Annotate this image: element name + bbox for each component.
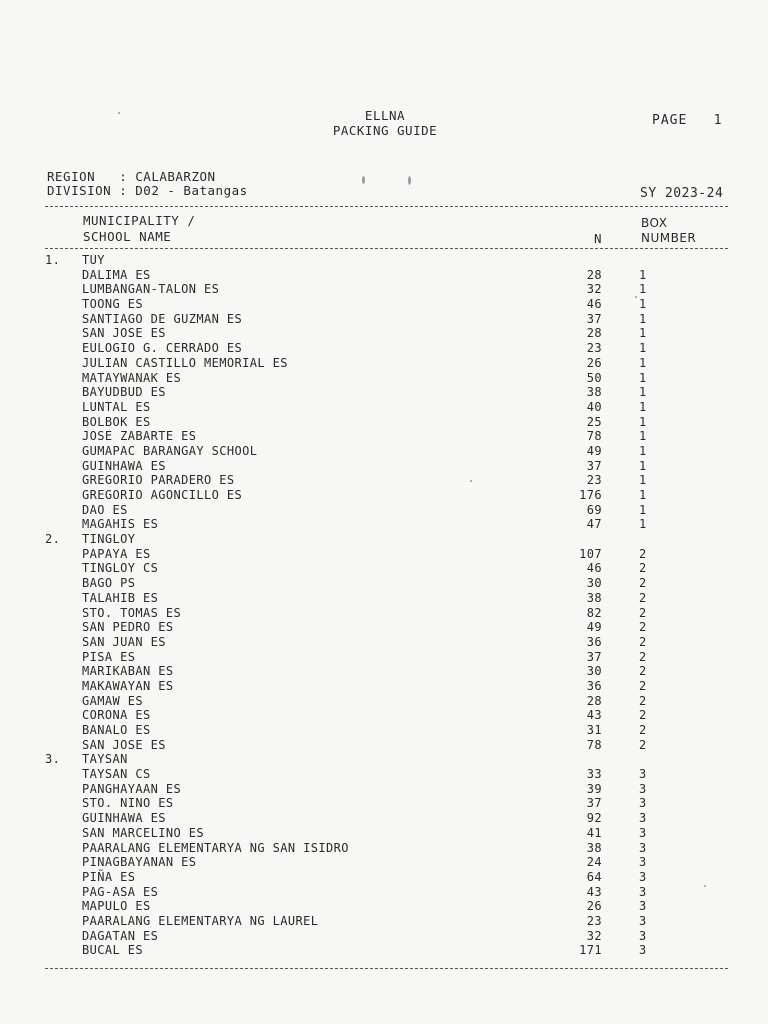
municipality-name: TUY — [82, 253, 105, 267]
box-number: 2 — [639, 576, 647, 591]
header-divider-bottom — [45, 248, 728, 249]
school-row — [0, 870, 768, 885]
school-row — [0, 400, 768, 415]
school-name: PAPAYA ES — [82, 546, 151, 561]
school-name: EULOGIO G. CERRADO ES — [82, 341, 243, 356]
school-row — [0, 547, 768, 562]
school-name: BANALO ES — [82, 723, 151, 737]
box-number: 2 — [639, 649, 647, 664]
box-number: 2 — [639, 737, 647, 752]
box-number: 1 — [639, 385, 647, 400]
box-number: 2 — [639, 546, 647, 561]
municipality-row — [0, 752, 768, 767]
school-row — [0, 826, 768, 841]
box-number: 3 — [639, 899, 647, 914]
school-count: 46 — [586, 297, 602, 312]
school-count: 171 — [579, 943, 602, 958]
municipality-name: TINGLOY — [82, 532, 136, 547]
box-number: 1 — [639, 488, 647, 502]
school-row — [0, 576, 768, 591]
municipality-number: 1. — [45, 253, 61, 267]
school-name: MAPULO ES — [82, 899, 151, 914]
box-number: 1 — [639, 311, 647, 326]
school-row — [0, 796, 768, 811]
school-row — [0, 635, 768, 650]
page-number: PAGE 1 — [652, 113, 723, 128]
school-name: SAN JOSE ES — [82, 737, 166, 752]
school-count: 107 — [579, 546, 602, 561]
school-name: MAGAHIS ES — [82, 517, 159, 532]
school-count: 50 — [586, 370, 602, 385]
school-count: 25 — [586, 414, 602, 429]
school-row — [0, 811, 768, 826]
school-count: 43 — [586, 708, 602, 723]
school-name: CORONA ES — [82, 708, 151, 723]
school-name: PAARALANG ELEMENTARYA NG SAN ISIDRO — [82, 840, 349, 855]
box-number: 2 — [639, 634, 647, 649]
school-count: 37 — [586, 458, 602, 473]
box-number: 3 — [639, 781, 647, 796]
school-count: 38 — [586, 840, 602, 855]
box-number: 3 — [639, 840, 647, 855]
school-name: BUCAL ES — [82, 943, 143, 958]
school-count: 40 — [586, 399, 602, 414]
school-row — [0, 297, 768, 312]
school-row — [0, 841, 768, 856]
box-number: 3 — [639, 869, 647, 884]
school-row — [0, 385, 768, 400]
column-header-box-number: NUMBER — [641, 231, 697, 245]
school-row — [0, 473, 768, 488]
school-row — [0, 488, 768, 503]
box-number: 1 — [639, 282, 647, 297]
school-name: TOONG ES — [82, 297, 143, 312]
school-count: 28 — [586, 693, 602, 708]
school-name: MAKAWAYAN ES — [82, 678, 174, 693]
school-count: 38 — [586, 385, 602, 400]
school-row — [0, 459, 768, 474]
column-header-box: BOX — [641, 216, 668, 230]
box-number: 2 — [639, 678, 647, 693]
school-count: 49 — [586, 620, 602, 635]
column-header-municipality: MUNICIPALITY / — [83, 213, 196, 228]
school-count: 92 — [586, 811, 602, 826]
school-count: 30 — [586, 576, 602, 591]
box-number: 3 — [639, 855, 647, 870]
school-name: LUMBANGAN-TALON ES — [82, 282, 220, 297]
school-row — [0, 855, 768, 870]
school-name: GREGORIO AGONCILLO ES — [82, 488, 243, 502]
school-row — [0, 738, 768, 753]
box-number: 2 — [639, 590, 647, 605]
box-number: 1 — [639, 297, 647, 312]
school-count: 78 — [586, 737, 602, 752]
box-number: 1 — [639, 473, 647, 488]
school-name: PIÑA ES — [82, 869, 136, 884]
school-row — [0, 943, 768, 958]
school-count: 26 — [586, 899, 602, 914]
school-name: DAO ES — [82, 502, 128, 517]
school-count: 30 — [586, 664, 602, 679]
school-count: 46 — [586, 561, 602, 576]
school-name: SAN MARCELINO ES — [82, 825, 204, 840]
school-name: BAGO PS — [82, 576, 136, 591]
box-number: 1 — [639, 458, 647, 473]
school-count: 47 — [586, 517, 602, 532]
school-row — [0, 885, 768, 900]
school-name: SAN PEDRO ES — [82, 620, 174, 635]
school-row — [0, 341, 768, 356]
school-name: TINGLOY CS — [82, 561, 159, 576]
box-number: 3 — [639, 796, 647, 811]
school-count: 176 — [579, 488, 602, 502]
school-name: PAG-ASA ES — [82, 884, 159, 899]
school-name: JULIAN CASTILLO MEMORIAL ES — [82, 355, 288, 370]
box-number: 2 — [639, 708, 647, 723]
school-count: 24 — [586, 855, 602, 870]
box-number: 1 — [639, 267, 647, 282]
region-line: REGION : CALABARZON — [47, 169, 216, 184]
school-count: 64 — [586, 869, 602, 884]
box-number: 3 — [639, 767, 647, 782]
column-header-school-name: SCHOOL NAME — [83, 229, 172, 244]
box-number: 1 — [639, 399, 647, 414]
school-count: 37 — [586, 311, 602, 326]
school-row — [0, 694, 768, 709]
box-number: 2 — [639, 561, 647, 576]
school-count: 23 — [586, 341, 602, 356]
school-year: SY 2023-24 — [640, 186, 724, 201]
school-name: GUINHAWA ES — [82, 811, 166, 826]
school-count: 32 — [586, 928, 602, 943]
school-count: 38 — [586, 590, 602, 605]
box-number: 1 — [639, 355, 647, 370]
school-count: 28 — [586, 267, 602, 282]
school-name: BOLBOK ES — [82, 414, 151, 429]
box-number: 3 — [639, 943, 647, 958]
document-title: ELLNA — [364, 108, 406, 123]
school-name: GREGORIO PARADERO ES — [82, 473, 235, 488]
school-row — [0, 268, 768, 283]
school-row — [0, 326, 768, 341]
box-number: 1 — [639, 341, 647, 356]
school-list — [0, 253, 768, 958]
school-name: GUINHAWA ES — [82, 458, 166, 473]
school-row — [0, 679, 768, 694]
school-row — [0, 606, 768, 621]
school-count: 36 — [586, 678, 602, 693]
footer-divider — [45, 968, 728, 969]
school-name: DALIMA ES — [82, 267, 151, 282]
box-number: 3 — [639, 928, 647, 943]
box-number: 1 — [639, 326, 647, 341]
school-row — [0, 517, 768, 532]
school-row — [0, 561, 768, 576]
school-name: LUNTAL ES — [82, 399, 151, 414]
school-row — [0, 503, 768, 518]
municipality-row — [0, 253, 768, 268]
school-row — [0, 429, 768, 444]
school-count: 37 — [586, 796, 602, 811]
school-name: PINAGBAYANAN ES — [82, 855, 197, 870]
school-name: SANTIAGO DE GUZMAN ES — [82, 311, 243, 326]
school-name: SAN JUAN ES — [82, 634, 166, 649]
school-count: 41 — [586, 825, 602, 840]
box-number: 1 — [639, 429, 647, 444]
school-name: PAARALANG ELEMENTARYA NG LAUREL — [82, 913, 319, 928]
school-count: 69 — [586, 502, 602, 517]
school-row — [0, 899, 768, 914]
school-count: 26 — [586, 355, 602, 370]
school-row — [0, 356, 768, 371]
box-number: 2 — [639, 620, 647, 635]
school-count: 28 — [586, 326, 602, 341]
school-row — [0, 664, 768, 679]
box-number: 1 — [639, 414, 647, 429]
school-name: PANGHAYAAN ES — [82, 781, 182, 796]
division-line: DIVISION : D02 - Batangas — [47, 183, 248, 198]
school-row — [0, 914, 768, 929]
school-count: 82 — [586, 605, 602, 620]
school-count: 33 — [586, 767, 602, 782]
school-count: 23 — [586, 473, 602, 488]
school-row — [0, 723, 768, 738]
box-number: 1 — [639, 502, 647, 517]
school-row — [0, 444, 768, 459]
box-number: 1 — [639, 370, 647, 385]
school-row — [0, 650, 768, 665]
school-count: 23 — [586, 913, 602, 928]
school-name: GAMAW ES — [82, 693, 143, 708]
box-number: 1 — [639, 443, 647, 458]
school-name: BAYUDBUD ES — [82, 385, 166, 400]
school-row — [0, 929, 768, 944]
school-count: 37 — [586, 649, 602, 664]
school-row — [0, 620, 768, 635]
school-count: 32 — [586, 282, 602, 297]
school-count: 36 — [586, 634, 602, 649]
box-number: 3 — [639, 913, 647, 928]
box-number: 2 — [639, 723, 647, 737]
school-name: GUMAPAC BARANGAY SCHOOL — [82, 443, 258, 458]
school-count: 78 — [586, 429, 602, 444]
school-name: TAYSAN CS — [82, 767, 151, 782]
school-row — [0, 312, 768, 327]
box-number: 3 — [639, 811, 647, 826]
school-name: MATAYWANAK ES — [82, 370, 182, 385]
school-name: TALAHIB ES — [82, 590, 159, 605]
school-name: JOSE ZABARTE ES — [82, 429, 197, 444]
box-number: 3 — [639, 884, 647, 899]
school-count: 39 — [586, 781, 602, 796]
school-name: PISA ES — [82, 649, 136, 664]
box-number: 2 — [639, 664, 647, 679]
municipality-number: 3. — [45, 752, 61, 767]
school-row — [0, 591, 768, 606]
municipality-number: 2. — [45, 532, 61, 547]
school-name: DAGATAN ES — [82, 928, 159, 943]
school-row — [0, 415, 768, 430]
school-row — [0, 767, 768, 782]
school-name: MARIKABAN ES — [82, 664, 174, 679]
school-row — [0, 782, 768, 797]
school-row — [0, 371, 768, 386]
header-divider-top — [45, 206, 728, 207]
school-row — [0, 708, 768, 723]
municipality-row — [0, 532, 768, 547]
municipality-name: TAYSAN — [82, 752, 128, 767]
box-number: 1 — [639, 517, 647, 532]
box-number: 3 — [639, 825, 647, 840]
box-number: 2 — [639, 605, 647, 620]
document-subtitle: PACKING GUIDE — [332, 123, 438, 138]
school-count: 49 — [586, 443, 602, 458]
column-header-n: N — [594, 231, 603, 246]
school-count: 43 — [586, 884, 602, 899]
school-count: 31 — [586, 723, 602, 737]
box-number: 2 — [639, 693, 647, 708]
school-row — [0, 282, 768, 297]
school-name: STO. TOMAS ES — [82, 605, 182, 620]
school-name: STO. NINO ES — [82, 796, 174, 811]
school-name: SAN JOSE ES — [82, 326, 166, 341]
